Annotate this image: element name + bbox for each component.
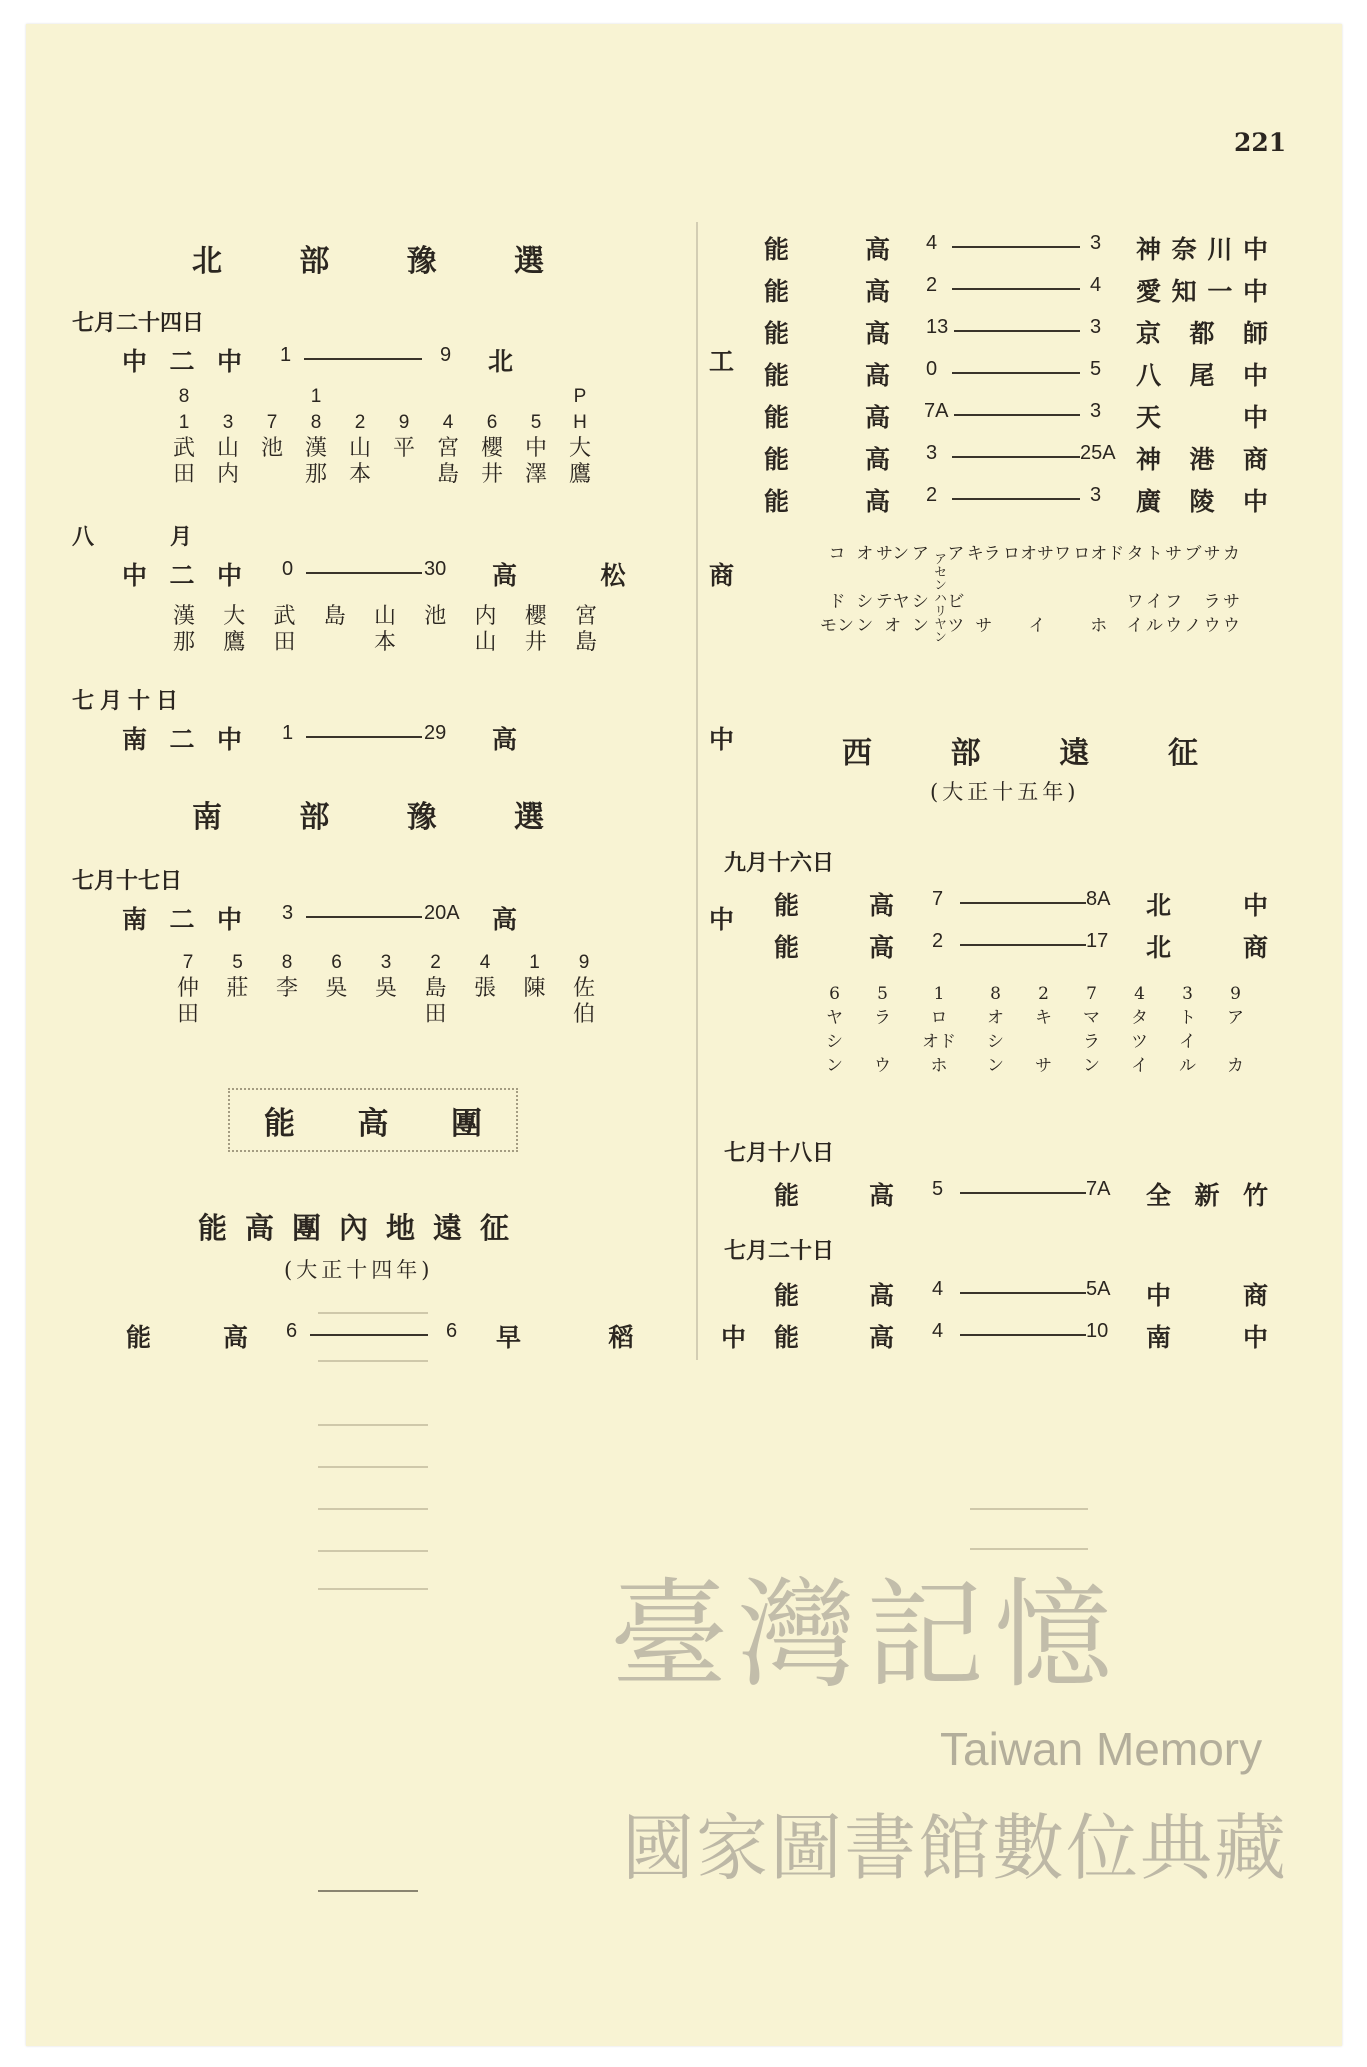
game-row: 能 高 2 3 廣 陵 中 — [764, 484, 1268, 516]
game-date: 七月十八日 — [724, 1140, 835, 1166]
score-b: 3 — [1090, 484, 1102, 506]
score-line — [952, 498, 1080, 500]
player-entry: 櫻 井 — [524, 604, 547, 655]
player-entry: 2 島 田 — [424, 952, 447, 1027]
score-a: 7A — [924, 400, 949, 422]
score-b: 9 — [440, 344, 452, 366]
player-entry: 8 1 武 田 — [172, 386, 195, 487]
player-entry: ロオド ホ — [1073, 544, 1125, 636]
north-roster-2 — [172, 604, 598, 656]
score-a: 1 — [280, 344, 292, 366]
game-date: 七月十日 — [72, 688, 185, 714]
game-row: 能 高 4 3 神 奈 川 中 — [764, 232, 1268, 264]
score-line — [960, 1192, 1086, 1194]
game-row — [122, 342, 734, 376]
team-a: 中 二 中 — [122, 347, 242, 376]
score-a: 5 — [932, 1178, 944, 1200]
kana-roster-2 — [826, 982, 1244, 1078]
player-entry: コ ド モン — [820, 544, 854, 636]
score-line — [952, 246, 1080, 248]
player-entry: 島 — [323, 604, 346, 629]
player-entry: 3 ト イ ル — [1179, 984, 1196, 1076]
player-entry: 7 マ ラ ン — [1083, 984, 1100, 1076]
player-entry: 漢 那 — [172, 604, 195, 655]
game-row: 能 高 5 7A 全 新 竹 — [774, 1178, 1268, 1210]
score-line — [960, 1292, 1086, 1294]
game-date: 七月二十日 — [724, 1238, 835, 1264]
page-number: 221 — [1234, 128, 1287, 157]
show-through-mark — [318, 1890, 418, 1892]
south-region-title: 南 部 豫 選 — [192, 800, 544, 835]
game-row: 南 二 中 1 29 高 中 — [122, 722, 734, 754]
score-a: 4 — [932, 1320, 944, 1342]
score-line — [954, 414, 1080, 416]
player-entry: 池 — [424, 604, 447, 629]
score-a: 1 — [282, 722, 294, 744]
score-a: 4 — [926, 232, 938, 254]
score-b: 10 — [1086, 1320, 1109, 1342]
player-entry: 5 中 澤 — [524, 412, 547, 487]
player-entry: 3 吳 — [374, 952, 397, 1001]
score-line — [304, 358, 422, 360]
score-b: 30 — [424, 558, 447, 580]
player-entry: アセンハリヤン — [931, 551, 947, 643]
game-row: 南 二 中 3 20A 高 中 — [122, 902, 734, 934]
player-entry: 6 櫻 井 — [480, 412, 503, 487]
game-row: 能 高 4 10 南 中 — [774, 1320, 1268, 1352]
north-region-title: 北 部 豫 選 — [192, 244, 544, 279]
game-date: 九月十六日 — [724, 850, 835, 876]
show-through-mark — [318, 1312, 428, 1314]
player-entry: 6 吳 — [325, 952, 348, 1001]
score-b: 17 — [1086, 930, 1109, 952]
player-entry: サ ラ ウ — [1203, 544, 1221, 636]
score-a: 0 — [282, 558, 294, 580]
score-a: 2 — [926, 484, 938, 506]
score-line — [960, 902, 1086, 904]
score-a: 2 — [932, 930, 944, 952]
game-row: 能 高 7 8A 北 中 — [774, 888, 1268, 920]
score-b: 6 — [446, 1320, 458, 1342]
player-entry: ト イ ル — [1145, 544, 1163, 636]
player-entry: 9 ア カ — [1227, 984, 1244, 1076]
player-entry: 大 鷹 — [223, 604, 246, 655]
player-entry: 5 ラ ウ — [874, 984, 891, 1076]
player-entry: 3 山 内 — [216, 412, 239, 487]
score-b: 3 — [1090, 232, 1102, 254]
score-line — [960, 1334, 1086, 1336]
player-entry: カ サ ウ — [1222, 544, 1240, 636]
score-b: 29 — [424, 722, 447, 744]
game-row: 能 高 13 3 京 都 師 — [764, 316, 1268, 348]
game-row: 能 高 3 25A 神 港 商 — [764, 442, 1268, 474]
player-entry: 2 キ サ — [1035, 984, 1052, 1076]
player-entry: ブ ノ — [1184, 544, 1202, 636]
player-entry: 武 田 — [273, 604, 296, 655]
west-era: (大正十五年) — [930, 780, 1080, 804]
score-a: 7 — [932, 888, 944, 910]
player-entry: オ シ ン — [856, 544, 874, 636]
player-entry: 宮 島 — [574, 604, 597, 655]
player-entry: P H 大 鷹 — [568, 386, 591, 487]
player-entry: 5 莊 — [226, 952, 249, 1001]
score-a: 13 — [926, 316, 949, 338]
show-through-mark — [318, 1360, 428, 1362]
watermark-logo: 臺灣記憶 — [610, 1566, 1123, 1704]
score-line — [306, 736, 422, 738]
show-through-mark — [318, 1508, 428, 1510]
column-divider — [696, 222, 698, 1360]
score-b: 3 — [1090, 316, 1102, 338]
game-date: 七月二十四日 — [72, 310, 205, 336]
player-entry: 1 8 漢 那 — [304, 386, 327, 487]
score-line — [306, 572, 422, 574]
show-through-mark — [318, 1550, 428, 1552]
score-b: 5 — [1090, 358, 1102, 380]
score-a: 2 — [926, 274, 938, 296]
score-line — [952, 288, 1080, 290]
score-a: 3 — [926, 442, 938, 464]
kana-roster-1 — [820, 542, 1240, 652]
score-line — [952, 456, 1080, 458]
show-through-mark — [970, 1508, 1088, 1510]
score-a: 6 — [286, 1320, 298, 1342]
score-b: 20A — [424, 902, 460, 924]
score-b: 3 — [1090, 400, 1102, 422]
score-line — [310, 1334, 428, 1336]
score-line — [960, 944, 1086, 946]
game-row: 能 高 4 5A 中 商 — [774, 1278, 1268, 1310]
player-entry: 1 陳 — [523, 952, 546, 1001]
show-through-mark — [318, 1466, 428, 1468]
score-b: 25A — [1080, 442, 1116, 464]
game-row: 能 高 2 4 愛 知 一 中 — [764, 274, 1268, 306]
player-entry: 山 本 — [373, 604, 396, 655]
tour-title: 能高團內地遠征 — [198, 1211, 528, 1245]
watermark-library: 國家圖書館數位典藏 — [622, 1806, 1289, 1890]
player-entry: 9 佐 伯 — [572, 952, 595, 1027]
score-a: 4 — [932, 1278, 944, 1300]
tour-era: (大正十四年) — [284, 1258, 434, 1282]
north-roster-1 — [172, 384, 592, 488]
score-b: 7A — [1086, 1178, 1111, 1200]
player-entry: 1 ロ オド ホ — [922, 984, 956, 1076]
game-date: 八 月 — [72, 524, 192, 550]
game-row: 能 高 0 5 八 尾 中 — [764, 358, 1268, 390]
game-row: 能 高 2 17 北 商 — [774, 930, 1268, 962]
game-row: 中 二 中 0 30 高 松 商 — [122, 558, 734, 590]
player-entry: 4 宮 島 — [436, 412, 459, 487]
team-heading-box: 能 高 團 — [228, 1088, 518, 1152]
player-entry: 4 タ ツ イ — [1131, 984, 1148, 1076]
score-b: 8A — [1086, 888, 1111, 910]
score-line — [306, 916, 422, 918]
show-through-mark — [318, 1588, 428, 1590]
player-entry: サ フ ウ — [1165, 544, 1183, 636]
game-row: 能 高 6 6 早 稻 中 — [126, 1320, 746, 1352]
score-line — [954, 330, 1080, 332]
score-line — [952, 372, 1080, 374]
west-expedition-title: 西 部 遠 征 — [842, 736, 1198, 771]
player-entry: 7 仲 田 — [176, 952, 199, 1027]
south-roster — [176, 950, 596, 1028]
player-entry: 6 ヤ シ ン — [826, 984, 843, 1076]
player-entry: 4 張 — [473, 952, 496, 1001]
player-entry: キラ サ — [966, 544, 1001, 636]
player-entry: ア シ ン — [911, 544, 929, 636]
player-entry: 7 池 — [260, 412, 283, 461]
game-date: 七月十七日 — [72, 868, 183, 894]
show-through-mark — [318, 1424, 428, 1426]
game-row: 能 高 7A 3 天 中 — [764, 400, 1268, 432]
player-entry: ロオサワ イ — [1002, 544, 1071, 636]
score-a: 3 — [282, 902, 294, 924]
score-a: 0 — [926, 358, 938, 380]
player-entry: サン テヤ オ — [875, 544, 910, 636]
score-b: 4 — [1090, 274, 1102, 296]
watermark-english: Taiwan Memory — [940, 1723, 1263, 1775]
player-entry: 2 山 本 — [348, 412, 371, 487]
player-entry: 8 李 — [275, 952, 298, 1001]
player-entry: ア ビ ツ — [947, 544, 965, 636]
score-b: 5A — [1086, 1278, 1111, 1300]
player-entry: 9 平 — [392, 412, 415, 461]
player-entry: 8 オ シ ン — [987, 984, 1004, 1076]
team-b: 北 工 — [488, 347, 734, 376]
player-entry: タ ワ イ — [1126, 544, 1144, 636]
player-entry: 内 山 — [474, 604, 497, 655]
